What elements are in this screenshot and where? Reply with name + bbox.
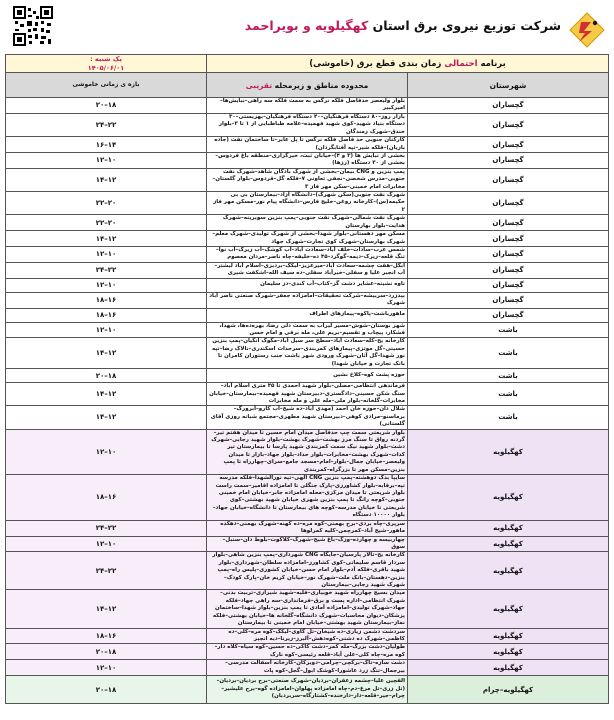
row-time-range: ۱۴–۱۲	[6, 383, 207, 406]
row-area: فرماندهی انتظامی–مصلی–بلوار شهید احمدی تا ۴۵ متری اسلام آباد–سنگ شکن حسینی–دادگستری–دبیرستان شهید فهمیده–بیمارستان–خیابان مخابرات–گلخانه–بلوار ملی–مله علی و مله مخابرات	[207, 383, 408, 406]
row-time-range: ۲۴–۲۲	[6, 262, 207, 278]
row-time-range: ۲۴–۲۲	[6, 520, 207, 536]
row-city: باشت	[408, 406, 609, 429]
row-time-range: ۱۲–۱۰	[6, 660, 207, 676]
row-city: کهگیلویه	[408, 628, 609, 644]
table-row	[6, 292, 609, 308]
table-title-suffix: زمان بندی قطع برق (خاموشی)	[309, 58, 445, 69]
row-time-range: ۱۸–۱۶	[6, 475, 207, 521]
row-area: میدان بسیج چهارراه شهید خوبیاری–فلیه–شهید شیرازی–تربیت بدنی–شهرک انتظامی–اداره پست و برق–فرمانداری–سه راهی جهاد–فلکه جهاد–شهرک تولیدی–امامزاده آمادی تا پمپ بنزین–بلوار شهدا–ساختمان پزشکان–دیوان محاسبات–شهرک دانشگاه–گلخانه ها–خیابان بهشتی–فلکه نماز–بیمارستان شهید بهشتی–خیابان امام خمینی تا بیمارستان	[207, 590, 408, 628]
row-time-range: ۲۰–۱۸	[6, 98, 207, 114]
row-time-range: ۱۴–۱۲	[6, 231, 207, 247]
row-area: بیدزرد–سربیشه–شرکت تحقیقات–امامزاده جعفر–شهرک صنعتی ناصر آباد شهرک	[207, 292, 408, 308]
table-row	[6, 231, 609, 247]
row-area: پمپ بنزین و CNG بیمان–بخشی از شهرک بادگان شاهد–شهرک نفت جنوبی–مدرس شخصی–نجفی تعاونی ۷–فلکه گل–فردوس–بلوار گلستان–مخابرات امام خمینی–سکن مهر فاز ۳	[207, 168, 408, 191]
row-area: سرپری–چاه بردی–برج بهمنی–کوه مره–ده کهنه–شهرک بهمنی–دهکده ماهور–شیخ آباد–کمرچمن–کلیه کمرلوها	[207, 520, 408, 536]
row-area: مسکن مهر دهستانی–بلوار شهدا–بخشی از شهرک تولیدی–شهرک معلم–شهرک بهارستان–شهرک کوی تجارت–شهرک جهاد	[207, 231, 408, 247]
table-row	[6, 552, 609, 590]
column-header-area-prefix: محدوده مناطق و زیرمحله	[272, 80, 369, 90]
table-header-row	[6, 73, 609, 98]
row-city: کهگیلویه	[408, 590, 609, 628]
row-area: شمس عرب–سادات–خلف آباد–سعادت آباد–آب کوشک–آب زیرک–آب نوا–تنگ قلعه–زیرک–دیمه–گوگرد–۴۵ ده–خلیفه–چاه ناصر–مردان معصوم	[207, 247, 408, 263]
row-area: القچین علیا–چشمه زعفران–بردیان–شهرک صنعتی–برج بردیان–بردیان–(تل زری–تل مرغ–دم–چاه امامزاده پهلوان–امامزاده گوه–برج علیشیر–چرام–جیر–قلعه–دار–دارخنده–کشتارگاه–سربردبان)	[207, 676, 408, 704]
row-time-range: ۱۲–۱۰	[6, 429, 207, 475]
table-row	[6, 660, 609, 676]
row-city: کهگیلویه	[408, 660, 609, 676]
row-area: شهرک نفت جنوبی(سکن شهرک)–دانشگاه آزاد–بیمارستان بی بی حکیمه(س)–کارخانه روغن–خلیج فارس–دانشگاه پیام نور–مسکن مهر فاز ۲	[207, 192, 408, 215]
row-time-range: ۱۲–۱۰	[6, 536, 207, 552]
table-row	[6, 98, 609, 114]
row-city: کهگیلویه	[408, 520, 609, 536]
row-city: گچساران	[408, 262, 609, 278]
row-time-range: ۲۴–۲۲	[6, 113, 207, 136]
table-row	[6, 192, 609, 215]
company-name	[245, 18, 561, 33]
row-area: چهاربیسه و چهارده–وزک–باغ شیخ–شهرک–کلاکوت–بلوط دان–سنبل–سوق	[207, 536, 408, 552]
header	[5, 4, 609, 54]
row-time-range: ۲۲–۲۰	[6, 192, 207, 215]
row-city: گچساران	[408, 98, 609, 114]
table-row	[6, 113, 609, 136]
row-area: بخشی از نبایش ها (۳ و ۴)–خیابان ثبت، خیرگزاری–منطقه باغ فردوس–بخشی از ۳۰ دستگاه (رزها)	[207, 152, 408, 168]
table-row	[6, 628, 609, 644]
row-city: گچساران	[408, 308, 609, 322]
row-area: ماهورباشت–پاکوه–پیمازهای اطراف	[207, 308, 408, 322]
row-time-range: ۱۲–۱۰	[6, 322, 207, 338]
row-area: کارکنان جنوبی حد فاصل فلکه نرگس تا پل عابر–تا ساختمان نفت (جاده بازیان)–فلکه شیر–تپه آفتابگردان)	[207, 137, 408, 153]
row-city: گچساران	[408, 137, 609, 153]
row-city: گچساران	[408, 152, 609, 168]
table-row	[6, 520, 609, 536]
row-time-range: ۱۴–۱۲	[6, 590, 207, 628]
row-area: بلوار شریعتی سمت چپ حدفاصل میدان امام حسین تا میدان هفتم تیر–گردنه رواق تا سنگ مرز بهشت–شهرک بهشت–بلوار شهید رجایی–شهرک دشت–بلوار شهید نیک سمت کمربندی شهید پارسا تا بیمارستان تیر کدات–شهرک بهشت–مخابرات–بلوار حداد–بلوار جهاد–بازار تا میدان ولیعصر–خیابان جمال–بلوار–امام–مسجد جامع–سرای–چهارراه تا پمپ بنزین–مسکن مهر تا بزرگراه–کمربندی	[207, 429, 408, 475]
table-row	[6, 429, 609, 475]
row-time-range: ۱۴–۱۲	[6, 338, 207, 369]
table-row	[6, 536, 609, 552]
row-area: آبگل–هفت چشمه–سعادت آباد–میرعزیز–لیکک–بردیزی–اسلام آباد لیشتر–آب انجیر علیا و سفلی–خیرآباد سفلی–ده سیف الله–اشکفت شیری	[207, 262, 408, 278]
table-row	[6, 278, 609, 292]
row-city: گچساران	[408, 292, 609, 308]
row-time-range: ۲۰–۱۸	[6, 676, 207, 704]
row-city: کهگیلویه	[408, 552, 609, 590]
table-title-prefix: برنامه	[477, 58, 506, 69]
row-time-range: ۲۰–۱۸	[6, 369, 207, 383]
row-time-range: ۱۲–۱۰	[6, 247, 207, 263]
column-header-area	[207, 73, 408, 98]
table-row	[6, 406, 609, 429]
row-time-range: ۱۴–۱۲	[6, 406, 207, 429]
table-row	[6, 590, 609, 628]
row-city: باشت	[408, 322, 609, 338]
row-city: گچساران	[408, 192, 609, 215]
table-row	[6, 322, 609, 338]
table-title	[207, 55, 609, 73]
table-row	[6, 137, 609, 153]
table-row	[6, 247, 609, 263]
table-row	[6, 262, 609, 278]
date-cell	[6, 55, 207, 73]
row-area: شهرک نفت شمالی–شهرک نفت جنوبی–پمپ بنزین سوبرینه–شهرک هدایت–بلوار بهارستان	[207, 215, 408, 231]
row-city: کهگیلویه	[408, 536, 609, 552]
table-row	[6, 152, 609, 168]
row-city: باشت	[408, 338, 609, 369]
row-city: گچساران	[408, 247, 609, 263]
table-row	[6, 168, 609, 191]
date-value: ۱۴۰۵/۰۶/۰۱	[87, 63, 125, 72]
row-city: کهگیلویه	[408, 429, 609, 475]
row-time-range: ۱۸–۱۶	[6, 628, 207, 644]
table-title-highlight: احتمالی	[444, 58, 478, 69]
row-time-range: ۲۲–۲۰	[6, 215, 207, 231]
table-row	[6, 475, 609, 521]
row-city: گچساران	[408, 215, 609, 231]
table-row	[6, 676, 609, 704]
qr-code-icon	[13, 6, 53, 46]
row-time-range: ۲۰–۱۸	[6, 644, 207, 660]
row-city: باشت	[408, 369, 609, 383]
company-name-province: کهگیلویه و بویراحمد	[244, 18, 369, 33]
table-row	[6, 644, 609, 660]
day-label: یک شنبه :	[90, 55, 122, 64]
row-area: شلال دان–حوزه خان احمد (مهدی آباد–ده شیخ–آب کارو–آبرورگ–برماسنو–مرادی کوهی–دبیرستان شهید مطهری–مجتمع شبانه روزی آقای گلستانی)	[207, 406, 408, 429]
row-city: گچساران	[408, 231, 609, 247]
row-area: شهر بوستان–شوش–مسیر لیراب به سمت دلی رضا، بهره‌ده‌ها، شهدا، فشکار، پیچاب و تقسیم–بریم علی، مله برفی و امام حسن	[207, 322, 408, 338]
row-area: تاوه نشینه–عشایر دشت گز–کتاب–آب کندی–دز سلیمان	[207, 278, 408, 292]
row-city: گچساران	[408, 168, 609, 191]
row-city: باشت	[408, 383, 609, 406]
row-area: سردشت دشمن زیاری–ده شیخان–تل گاوی–لیکک–کوه مره–کلی–ده کاظمی–شهرک ده دشتی–کوه‌دهش–آلبرز–زیرنا–دیه انجیر	[207, 628, 408, 644]
row-area: کارخانه یخ–کله–سعادت آباد–سطح سر سیل آباد–مگوک آنگیان–پمپ بنزین حسینی–گل موتزی–پیمازهای کمربندی–سرحداث اسکندری–نالاک رضا–تپه نور شهدا–گل آثان–شهرک ورودی شهر باشت جنب رستوران کامران تا بانک تجارت و خیابان شهدا)	[207, 338, 408, 369]
row-city: گچساران	[408, 278, 609, 292]
column-header-city: شهرستان	[408, 73, 609, 98]
row-area: بازار روز–۸۰ دستگاه فرهنگیان–۴۰ دستگاه فرهنگیان–بهزیستی–۳۰ دستگاه بنیاد شهید–کوی شهید فهمیده–علامه طباطبایی از ۱ تا ۳–بلوار خندق–شهرک زمندگان	[207, 113, 408, 136]
row-area: حوزه پشت کوه–کلاخ نشین	[207, 369, 408, 383]
table-row	[6, 338, 609, 369]
row-time-range: ۱۲–۱۰	[6, 278, 207, 292]
table-row	[6, 308, 609, 322]
row-area: کارخانه یخ–تالار پارسیان–جایگاه CNG شهرداری–پمپ بنزین شاهی–بلوار سردار قاسم سلیمانی–کوی کشاورز–امامزاده سلطان–شهرداری–بلوار شهید باقری–فلکه آدم–بلوار امام حسن–خیابان کشوری–پلیس راه–پمپ بنزین–دهستان–بانک ملت–شهرک نور–خیابان کریم خان–پارک کودک–شهرک شهید رجایی–بیمارستان	[207, 552, 408, 590]
table-row	[6, 383, 609, 406]
row-area: طولیان–دشت بزرگ–مله کمر–دشت کاکی–ده حسین–کوه سیاه–کلاه دار–کوه مره–چاه کلی–علی آباد–قلعه رئیسی–کوه نارک	[207, 644, 408, 660]
column-header-time: بازه ی زمانی خاموشی	[6, 73, 207, 98]
row-time-range: ۲۴–۲۲	[6, 552, 207, 590]
row-city: کهگیلویه	[408, 644, 609, 660]
table-row	[6, 215, 609, 231]
table-row	[6, 369, 609, 383]
row-city: کهگیلویه	[408, 475, 609, 521]
company-name-prefix: شرکت توزیع نیروی برق استان	[368, 18, 561, 33]
row-area: سایپا بدک دوهشته–پمپ بنزین CNG الهی–تپه نورالشهدا–فلکه مدرسه تپه–برقابه–بلوار کشاورزی–پارک جنگلی تا امامزاده اقامیر–سمت راست بلوار شریعتی تا میدان مرکزی–محله امامزاده جابر–خیابان امام خمینی جنوبی–کوچه رانگ تا پمپ بنزین شهری خیابان شهید بهشتی–کوی شریعتی تا خیابان مدرسه–کوچه های بیمارستان تا دانشگاه–خیابان جهاد–بلوار ۱۰۰۰۰ دستگاه	[207, 475, 408, 521]
column-header-area-highlight: تقریبی	[245, 80, 273, 90]
row-area: دشت سازه–تاک–برکچی–چرامی–دوبرکان–کارخانه آسفالت مدرسی–بیرجمال–تنگ زرد عاشورا–کوشک ابول–گجل–کوه پات	[207, 660, 408, 676]
row-area: بلوار ولیعصر حدفاصل فلکه نرگس به سمت فلکه سه راهی–نبایش‌ها–امیرکبیر	[207, 98, 408, 114]
row-time-range: ۱۲–۱۰	[6, 152, 207, 168]
row-time-range: ۱۶–۱۴	[6, 137, 207, 153]
company-logo-icon	[567, 10, 607, 50]
table-title-row	[6, 55, 609, 73]
row-time-range: ۱۸–۱۶	[6, 308, 207, 322]
row-city: کهگیلویه–چرام	[408, 676, 609, 704]
outage-schedule-table	[5, 54, 609, 704]
row-time-range: ۱۸–۱۶	[6, 292, 207, 308]
row-city: گچساران	[408, 113, 609, 136]
row-time-range: ۱۴–۱۲	[6, 168, 207, 191]
